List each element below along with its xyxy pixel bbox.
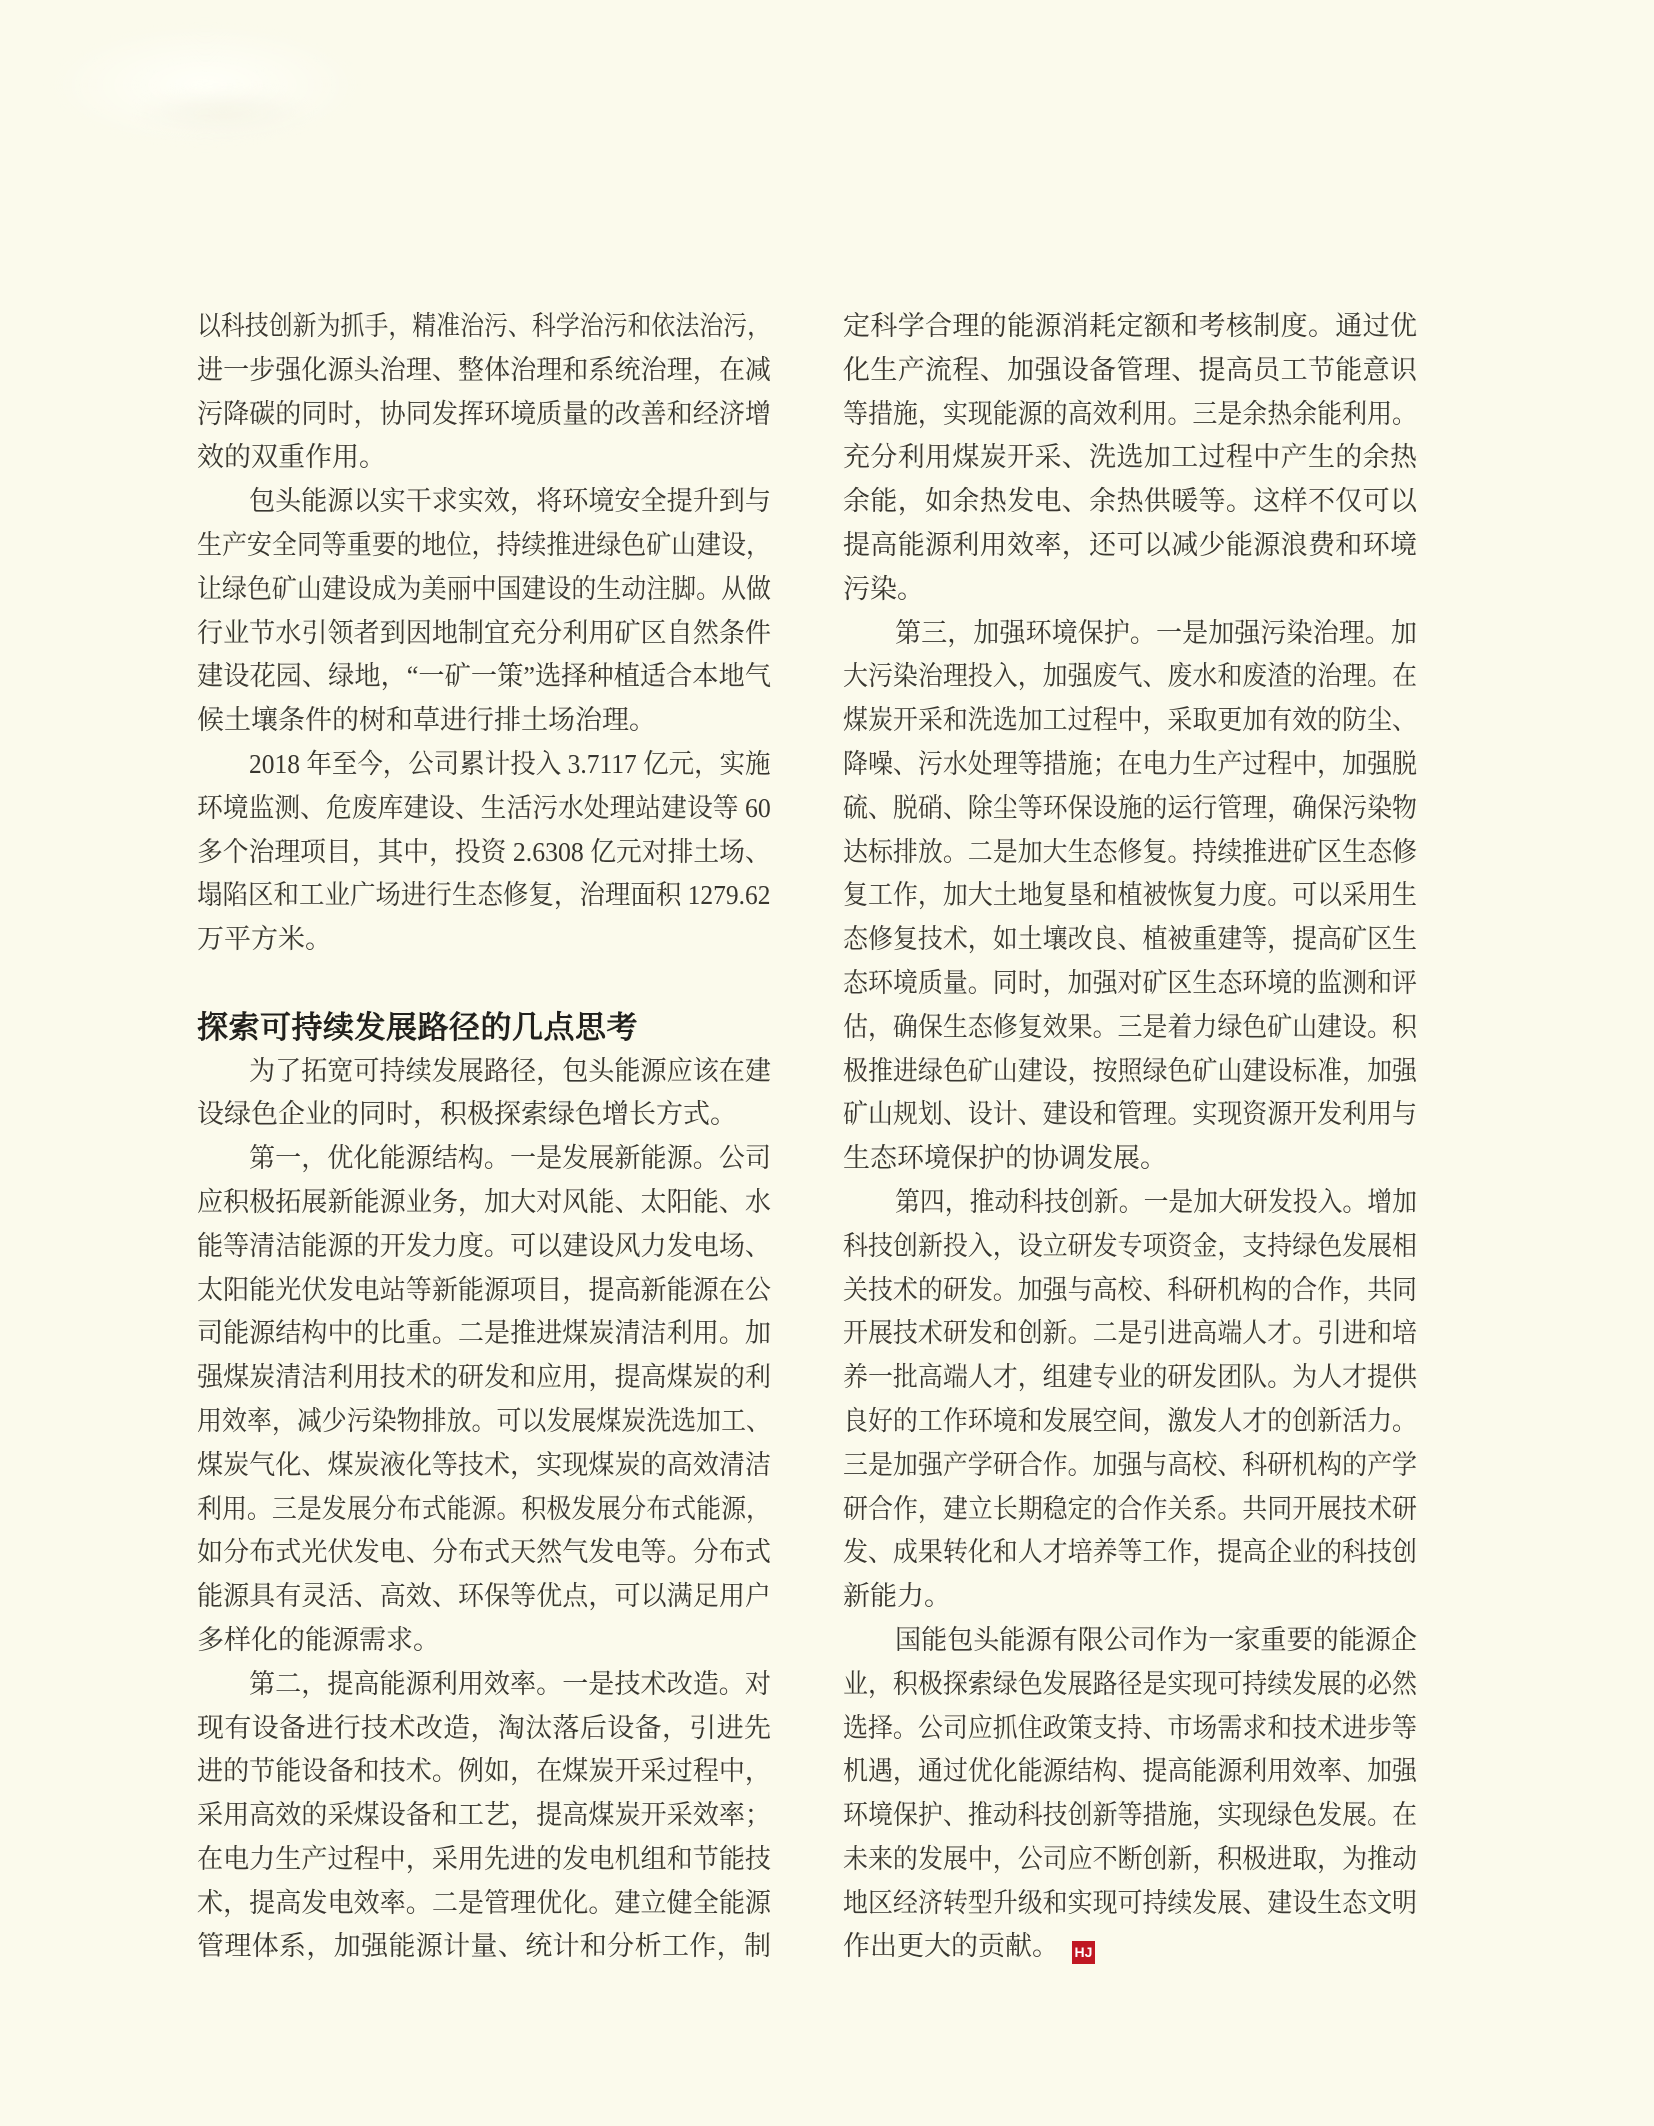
- text-line: [843, 1750, 1417, 1794]
- text-line-content: 污染。: [843, 573, 924, 604]
- section-heading: 探索可持续发展路径的几点思考: [197, 1009, 638, 1045]
- text-line: [843, 1794, 1417, 1838]
- text-line-content: 生态环境保护的协调发展。: [843, 1143, 1167, 1174]
- text-line-content: 2018 年至今，公司累计投入 3.7117 亿元，实施: [249, 748, 771, 779]
- text-line: [197, 655, 771, 699]
- text-line: [197, 1488, 771, 1532]
- text-line-content: 多样化的能源需求。: [197, 1624, 440, 1655]
- text-line-content: 未来的发展中，公司应不断创新，积极进取，为推动: [843, 1843, 1417, 1874]
- text-line: [843, 1925, 1417, 1969]
- text-line: [197, 1882, 771, 1926]
- text-line-content: 选择。公司应抓住政策支持、市场需求和技术进步等: [843, 1712, 1417, 1743]
- text-line: [843, 1838, 1417, 1882]
- text-line-content: 为了拓宽可持续发展路径，包头能源应该在建: [249, 1055, 771, 1086]
- text-line: [843, 1882, 1417, 1926]
- text-line-content: 管理体系，加强能源计量、统计和分析工作，制: [197, 1931, 771, 1962]
- text-line: [843, 918, 1417, 962]
- text-line-content: 现有设备进行技术改造，淘汰落后设备，引进先: [197, 1712, 771, 1743]
- text-line: [197, 1575, 771, 1619]
- text-line: [197, 436, 771, 480]
- text-line: [197, 1312, 771, 1356]
- text-line: [843, 1619, 1417, 1663]
- text-line: [843, 1400, 1417, 1444]
- text-line: [843, 305, 1417, 349]
- text-line-content: 让绿色矿山建设成为美丽中国建设的生动注脚。从做: [197, 573, 771, 604]
- text-line-content: 设绿色企业的同时，积极探索绿色增长方式。: [197, 1099, 737, 1130]
- text-line: [843, 393, 1417, 437]
- text-line-content: 煤炭开采和洗选加工过程中，采取更加有效的防尘、: [843, 705, 1417, 736]
- text-line: [197, 918, 771, 962]
- article-end-mark: HJ: [1072, 1941, 1095, 1964]
- text-line-content: 化生产流程、加强设备管理、提高员工节能意识: [843, 354, 1417, 385]
- text-line-content: 发、成果转化和人才培养等工作，提高企业的科技创: [843, 1537, 1417, 1568]
- text-line: [197, 1838, 771, 1882]
- text-line: [197, 1181, 771, 1225]
- text-line: [197, 1531, 771, 1575]
- text-line: [843, 612, 1417, 656]
- text-line-content: 应积极拓展新能源业务，加大对风能、太阳能、水: [197, 1186, 771, 1217]
- text-line: [197, 305, 771, 349]
- text-line-content: 太阳能光伏发电站等新能源项目，提高新能源在公: [197, 1274, 771, 1305]
- text-line: [843, 1093, 1417, 1137]
- text-line-content: 定科学合理的能源消耗定额和考核制度。通过优: [843, 311, 1417, 341]
- text-line: [843, 831, 1417, 875]
- text-line: [197, 1444, 771, 1488]
- text-line: [843, 1225, 1417, 1269]
- text-line: [843, 480, 1417, 524]
- text-line: [197, 1794, 771, 1838]
- text-line: [843, 349, 1417, 393]
- text-line: [843, 436, 1417, 480]
- text-line-content: 业，积极探索绿色发展路径是实现可持续发展的必然: [843, 1668, 1417, 1699]
- text-line: [197, 349, 771, 393]
- text-line-content: 新能力。: [843, 1581, 951, 1612]
- text-line: [843, 655, 1417, 699]
- text-line-content: 强煤炭清洁利用技术的研发和应用，提高煤炭的利: [197, 1362, 771, 1393]
- text-line-content: 大污染治理投入，加强废气、废水和废渣的治理。在: [843, 661, 1417, 692]
- text-line-content: 研合作，建立长期稳定的合作关系。共同开展技术研: [843, 1493, 1417, 1524]
- text-line: [197, 480, 771, 524]
- text-line-content: 充分利用煤炭开采、洗选加工过程中产生的余热: [843, 442, 1417, 473]
- text-line: [197, 1050, 771, 1094]
- text-line: [843, 1663, 1417, 1707]
- text-line-content: 第四，推动科技创新。一是加大研发投入。增加: [895, 1186, 1417, 1217]
- text-line-content: 第一，优化能源结构。一是发展新能源。公司: [249, 1143, 771, 1174]
- left-column: [197, 305, 771, 1969]
- text-line: [197, 1663, 771, 1707]
- text-line: [197, 1619, 771, 1663]
- text-line-content: 三是加强产学研合作。加强与高校、科研机构的产学: [843, 1449, 1417, 1480]
- text-line-content: 建设花园、绿地，“一矿一策”选择种植适合本地气: [197, 661, 771, 692]
- text-line-content: 科技创新投入，设立研发专项资金，支持绿色发展相: [843, 1230, 1417, 1261]
- text-line-content: 多个治理项目，其中，投资 2.6308 亿元对排土场、: [197, 836, 771, 867]
- text-line-content: 进一步强化源头治理、整体治理和系统治理，在减: [197, 354, 771, 385]
- text-line-content: 用效率，减少污染物排放。可以发展煤炭洗选加工、: [197, 1405, 771, 1436]
- text-line-content: 以科技创新为抓手，精准治污、科学治污和依法治污，: [197, 311, 771, 341]
- text-line: [843, 1006, 1417, 1050]
- watermark-shade-blob: [118, 85, 328, 140]
- text-line-content: 司能源结构中的比重。二是推进煤炭清洁利用。加: [197, 1318, 771, 1349]
- text-line-content: 塌陷区和工业广场进行生态修复，治理面积 1279.62: [197, 880, 771, 911]
- text-line-content: 污降碳的同时，协同发挥环境质量的改善和经济增: [197, 398, 771, 429]
- text-line-content: 降噪、污水处理等措施；在电力生产过程中，加强脱: [843, 748, 1417, 779]
- text-line-content: 进的节能设备和技术。例如，在煤炭开采过程中，: [197, 1756, 771, 1787]
- text-line: [197, 787, 771, 831]
- text-line-content: 国能包头能源有限公司作为一家重要的能源企: [895, 1624, 1417, 1655]
- text-line-content: 作出更大的贡献。: [843, 1931, 1059, 1962]
- text-line-content: 万平方米。: [197, 924, 332, 955]
- text-line-content: 环境保护、推动科技创新等措施，实现绿色发展。在: [843, 1800, 1417, 1831]
- text-line-content: 估，确保生态修复效果。三是着力绿色矿山建设。积: [843, 1011, 1417, 1042]
- text-line-content: 余能，如余热发电、余热供暖等。这样不仅可以: [843, 486, 1417, 517]
- text-line: [843, 568, 1417, 612]
- text-line: [843, 1312, 1417, 1356]
- text-line-content: 机遇，通过优化能源结构、提高能源利用效率、加强: [843, 1756, 1417, 1787]
- text-line: [843, 962, 1417, 1006]
- text-line-content: 关技术的研发。加强与高校、科研机构的合作，共同: [843, 1274, 1417, 1305]
- text-line-content: 生产安全同等重要的地位，持续推进绿色矿山建设，: [197, 529, 771, 560]
- text-line: [843, 787, 1417, 831]
- text-line-content: 煤炭气化、煤炭液化等技术，实现煤炭的高效清洁: [197, 1449, 771, 1480]
- text-line: [197, 1269, 771, 1313]
- text-line-content: 矿山规划、设计、建设和管理。实现资源开发利用与: [843, 1099, 1417, 1130]
- text-line-content: 养一批高端人才，组建专业的研发团队。为人才提供: [843, 1362, 1417, 1393]
- right-column: [843, 305, 1417, 1969]
- text-line-content: 复工作，加大土地复垦和植被恢复力度。可以采用生: [843, 880, 1417, 911]
- text-line-content: 采用高效的采煤设备和工艺，提高煤炭开采效率；: [197, 1800, 771, 1831]
- text-line: [197, 568, 771, 612]
- text-line: [843, 1531, 1417, 1575]
- text-line: [197, 1225, 771, 1269]
- text-line: [197, 743, 771, 787]
- text-line: [843, 1181, 1417, 1225]
- text-line-content: 第二，提高能源利用效率。一是技术改造。对: [249, 1668, 771, 1699]
- text-line: [843, 874, 1417, 918]
- text-line: [843, 1137, 1417, 1181]
- text-line: [197, 1707, 771, 1751]
- text-line: [197, 524, 771, 568]
- text-line-content: 硫、脱硝、除尘等环保设施的运行管理，确保污染物: [843, 792, 1417, 823]
- text-line-content: 能等清洁能源的开发力度。可以建设风力发电场、: [197, 1230, 771, 1261]
- text-line-content: 效的双重作用。: [197, 442, 386, 473]
- text-line-content: 利用。三是发展分布式能源。积极发展分布式能源，: [197, 1493, 771, 1524]
- text-line-content: 态修复技术，如土壤改良、植被重建等，提高矿区生: [843, 924, 1417, 955]
- watermark-light-blob: [28, 15, 383, 155]
- text-line: [843, 524, 1417, 568]
- text-line-content: 极推进绿色矿山建设，按照绿色矿山建设标准，加强: [843, 1055, 1417, 1086]
- text-line: [843, 1050, 1417, 1094]
- text-line-content: 能源具有灵活、高效、环保等优点，可以满足用户: [197, 1581, 771, 1612]
- text-line-content: 候土壤条件的树和草进行排土场治理。: [197, 705, 656, 736]
- text-line-content: 环境监测、危废库建设、生活污水处理站建设等 60: [197, 792, 771, 823]
- text-line: [197, 1093, 771, 1137]
- text-line: [843, 699, 1417, 743]
- text-line-content: 第三，加强环境保护。一是加强污染治理。加: [895, 617, 1417, 648]
- text-line: [197, 1925, 771, 1969]
- text-line-content: 良好的工作环境和发展空间，激发人才的创新活力。: [843, 1405, 1417, 1436]
- text-line-content: 开展技术研发和创新。二是引进高端人才。引进和培: [843, 1318, 1417, 1349]
- text-line-content: 行业节水引领者到因地制宜充分利用矿区自然条件: [197, 617, 771, 648]
- text-line: [197, 612, 771, 656]
- text-line: [197, 831, 771, 875]
- text-line-content: 态环境质量。同时，加强对矿区生态环境的监测和评: [843, 967, 1417, 998]
- text-line: [843, 1444, 1417, 1488]
- text-line: [843, 1575, 1417, 1619]
- text-line-content: 达标排放。二是加大生态修复。持续推进矿区生态修: [843, 836, 1417, 867]
- text-line-content: 地区经济转型升级和实现可持续发展、建设生态文明: [843, 1887, 1417, 1918]
- text-line: [197, 1400, 771, 1444]
- text-line: [197, 1137, 771, 1181]
- paper-showthrough-watermark: [28, 15, 383, 155]
- text-line-content: 术，提高发电效率。二是管理优化。建立健全能源: [197, 1887, 771, 1918]
- text-line: [197, 1750, 771, 1794]
- text-line: [843, 1356, 1417, 1400]
- text-line-content: 提高能源利用效率，还可以减少能源浪费和环境: [843, 529, 1417, 560]
- text-line: [197, 393, 771, 437]
- text-line: [197, 699, 771, 743]
- text-line: [843, 743, 1417, 787]
- text-line-content: 在电力生产过程中，采用先进的发电机组和节能技: [197, 1843, 771, 1874]
- text-line-content: 包头能源以实干求实效，将环境安全提升到与: [249, 486, 771, 517]
- text-line: [843, 1269, 1417, 1313]
- text-line-content: 等措施，实现能源的高效利用。三是余热余能利用。: [843, 398, 1417, 429]
- text-line: [197, 1356, 771, 1400]
- section-heading-zone: [197, 962, 771, 1050]
- text-line-content: 如分布式光伏发电、分布式天然气发电等。分布式: [197, 1537, 771, 1568]
- text-line: [843, 1488, 1417, 1532]
- text-line: [197, 874, 771, 918]
- text-line: [843, 1707, 1417, 1751]
